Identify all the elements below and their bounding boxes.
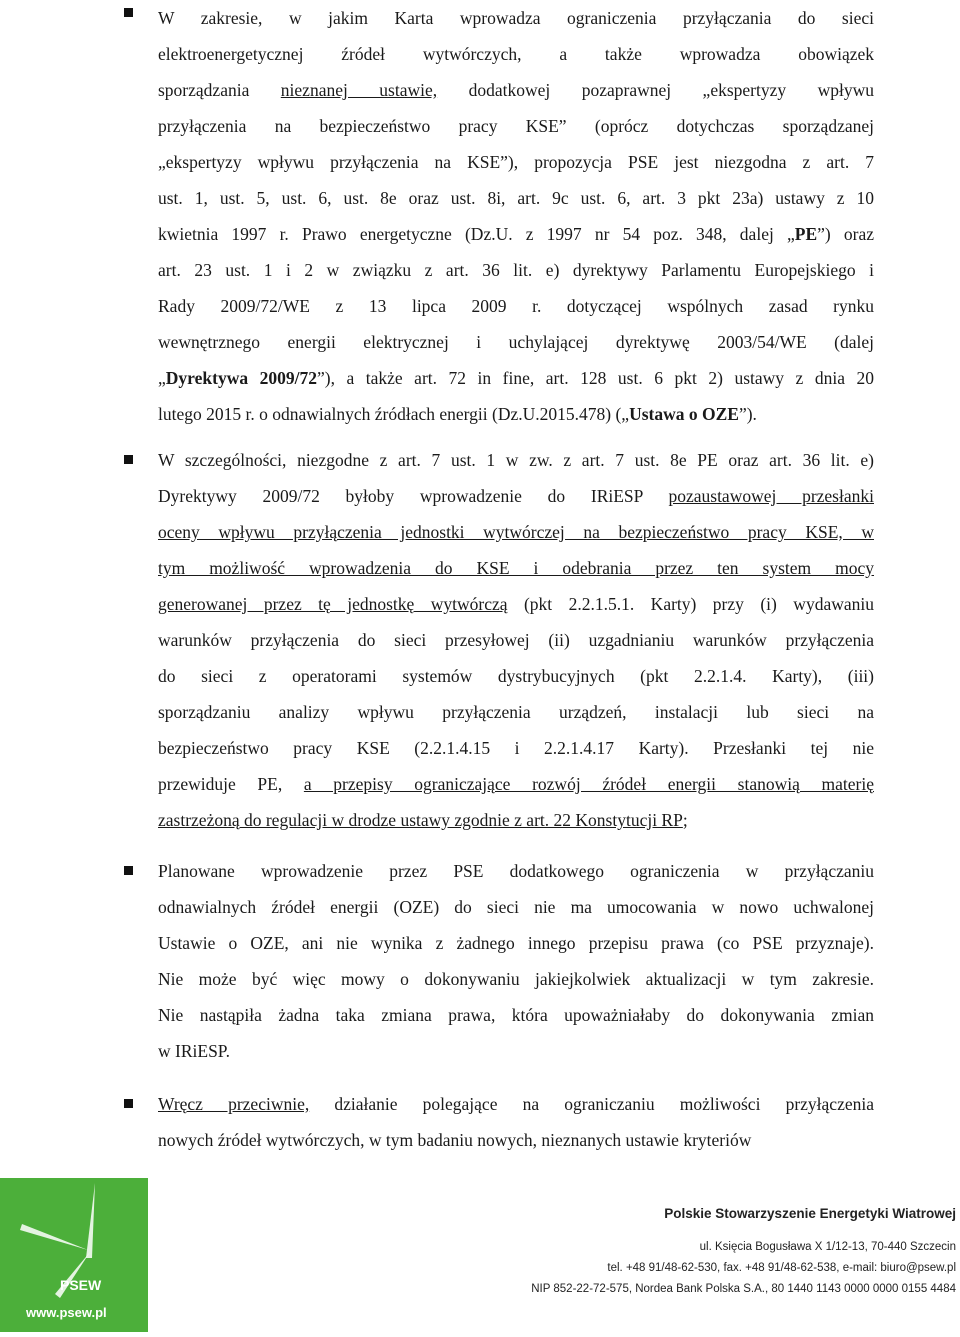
text-line	[158, 853, 874, 889]
text-run: (pkt 2.2.1.5.1. Karty) przy (i) wydawaniu	[507, 594, 874, 614]
text-run: odnawialnych źródeł energii (OZE) do sieci nie ma umocowania w nowo uchwalonej	[158, 897, 874, 917]
website-link[interactable]: www.psew.pl	[26, 1305, 107, 1320]
text-line	[158, 550, 874, 586]
text-line	[158, 324, 874, 360]
text-run: przewiduje PE,	[158, 774, 304, 794]
text-run: kwietnia 1997 r. Prawo energetyczne (Dz.U. z 1997 nr 54 poz. 348, dalej „	[158, 224, 795, 244]
letterhead-footer	[0, 1178, 960, 1332]
text-run: tym możliwość wprowadzenia do KSE i odebrania przez ten system mocy	[158, 558, 874, 578]
text-line	[158, 586, 874, 622]
text-run: nowych źródeł wytwórczych, w tym badaniu nowych, nieznanych ustawie kryteriów	[158, 1130, 752, 1150]
logo-text: PSEW	[60, 1277, 102, 1293]
text-line	[158, 442, 874, 478]
text-run: Ustawa o OZE	[629, 404, 739, 424]
text-line	[158, 288, 874, 324]
text-run: wewnętrznego energii elektrycznej i uchylającej dyrektywę 2003/54/WE (dalej	[158, 332, 874, 352]
text-run: działanie polegające na ograniczaniu możliwości przyłączenia	[309, 1094, 874, 1114]
text-run: przyłączenia na bezpieczeństwo pracy KSE” (oprócz dotychczas sporządzanej	[158, 116, 874, 136]
text-run: ust. 1, ust. 5, ust. 6, ust. 8e oraz ust. 8i, art. 9c ust. 6, art. 3 pkt 23a) ustawy z 10	[158, 188, 874, 208]
text-run: Dyrektywa 2009/72	[165, 368, 317, 388]
text-line	[158, 658, 874, 694]
text-run: warunków przyłączenia do sieci przesyłowej (ii) uzgadnianiu warunków przyłączenia	[158, 630, 874, 650]
text-line	[158, 997, 874, 1033]
text-run: Ustawie o OZE, ani nie wynika z żadnego innego przepisu prawa (co PSE przyznaje).	[158, 933, 874, 953]
text-line	[158, 1086, 874, 1122]
text-run: art. 23 ust. 1 i 2 w związku z art. 36 lit. e) dyrektywy Parlamentu Europejskiego i	[158, 260, 874, 280]
text-run: w IRiESP.	[158, 1041, 230, 1061]
paragraph-3	[158, 853, 874, 1069]
text-run: pozaustawowej przesłanki	[668, 486, 874, 506]
text-run: Rady 2009/72/WE z 13 lipca 2009 r. dotyczącej wspólnych zasad rynku	[158, 296, 874, 316]
text-line	[158, 889, 874, 925]
text-line	[158, 694, 874, 730]
contact-line: tel. +48 91/48-62-530, fax. +48 91/48-62-538, e-mail: biuro@psew.pl	[607, 1262, 956, 1274]
text-run: bezpieczeństwo pracy KSE (2.2.1.4.15 i 2.2.1.4.17 Karty). Przesłanki tej nie	[158, 738, 874, 758]
bank-details-line: NIP 852-22-72-575, Nordea Bank Polska S.A., 80 1440 1143 0000 0000 0155 4484	[531, 1283, 956, 1295]
text-run: „ekspertyzy wpływu przyłączenia na KSE”), propozycja PSE jest niezgodna z art. 7	[158, 152, 874, 172]
text-line	[158, 396, 874, 432]
text-run: elektroenergetycznej źródeł wytwórczych, a także wprowadza obowiązek	[158, 44, 874, 64]
text-line	[158, 108, 874, 144]
address-line: ul. Księcia Bogusława X 1/12-13, 70-440 Szczecin	[699, 1241, 956, 1253]
text-run: W szczególności, niezgodne z art. 7 ust. 1 w zw. z art. 7 ust. 8e PE oraz art. 36 lit. e)	[158, 450, 874, 470]
text-line	[158, 360, 874, 396]
text-run: Nie może być więc mowy o dokonywaniu jakiejkolwiek aktualizacji w tym zakresie.	[158, 969, 874, 989]
text-line	[158, 925, 874, 961]
text-run: do sieci z operatorami systemów dystrybucyjnych (pkt 2.2.1.4. Karty), (iii)	[158, 666, 874, 686]
text-run: PE	[794, 224, 818, 244]
text-line	[158, 36, 874, 72]
text-run: Dyrektywy 2009/72 byłoby wprowadzenie do IRiESP	[158, 486, 669, 506]
text-run: ”) oraz	[817, 224, 874, 244]
text-line	[158, 180, 874, 216]
text-run: Nie nastąpiła żadna taka zmiana prawa, która upoważniałaby do dokonywania zmian	[158, 1005, 874, 1025]
paragraph-1	[158, 0, 874, 432]
text-run: sporządzaniu analizy wpływu przyłączenia urządzeń, instalacji lub sieci na	[158, 702, 874, 722]
text-line	[158, 72, 874, 108]
text-run: sporządzania	[158, 80, 281, 100]
text-run: ”).	[738, 404, 757, 424]
text-line	[158, 730, 874, 766]
text-line	[158, 766, 874, 802]
text-line	[158, 0, 874, 36]
text-line	[158, 144, 874, 180]
paragraph-2	[158, 442, 874, 838]
text-line	[158, 622, 874, 658]
text-line	[158, 478, 874, 514]
text-run: generowanej przez tę jednostkę wytwórczą	[158, 594, 508, 614]
text-run: ”), a także art. 72 in fine, art. 128 ust. 6 pkt 2) ustawy z dnia 20	[316, 368, 874, 388]
bullet-square-icon	[124, 866, 133, 875]
text-run: zastrzeżoną do regulacji w drodze ustawy zgodnie z art. 22 Konstytucji RP	[158, 810, 683, 830]
text-run: nieznanej ustawie,	[280, 80, 438, 100]
text-run: ;	[682, 810, 688, 830]
paragraph-4	[158, 1086, 874, 1158]
text-line	[158, 252, 874, 288]
text-run: a przepisy ograniczające rozwój źródeł energii stanowią materię	[303, 774, 874, 794]
text-line	[158, 1122, 874, 1158]
text-run: Planowane wprowadzenie przez PSE dodatkowego ograniczenia w przyłączaniu	[158, 861, 874, 881]
text-run: lutego 2015 r. o odnawialnych źródłach energii (Dz.U.2015.478) („	[158, 404, 630, 424]
organization-name: Polskie Stowarzyszenie Energetyki Wiatrowej	[664, 1206, 956, 1221]
text-run: Wręcz przeciwnie,	[158, 1094, 310, 1114]
text-line	[158, 216, 874, 252]
bullet-square-icon	[124, 455, 133, 464]
text-line	[158, 802, 874, 838]
bullet-square-icon	[124, 1099, 133, 1108]
text-run: dodatkowej pozaprawnej „ekspertyzy wpływu	[437, 80, 874, 100]
text-line	[158, 514, 874, 550]
bullet-square-icon	[124, 8, 133, 17]
text-line	[158, 961, 874, 997]
text-run: oceny wpływu przyłączenia jednostki wytwórczej na bezpieczeństwo pracy KSE, w	[158, 522, 874, 542]
text-run: W zakresie, w jakim Karta wprowadza ograniczenia przyłączania do sieci	[158, 8, 874, 28]
text-run: „	[158, 368, 166, 388]
text-line	[158, 1033, 874, 1069]
psew-logo	[0, 1178, 148, 1332]
